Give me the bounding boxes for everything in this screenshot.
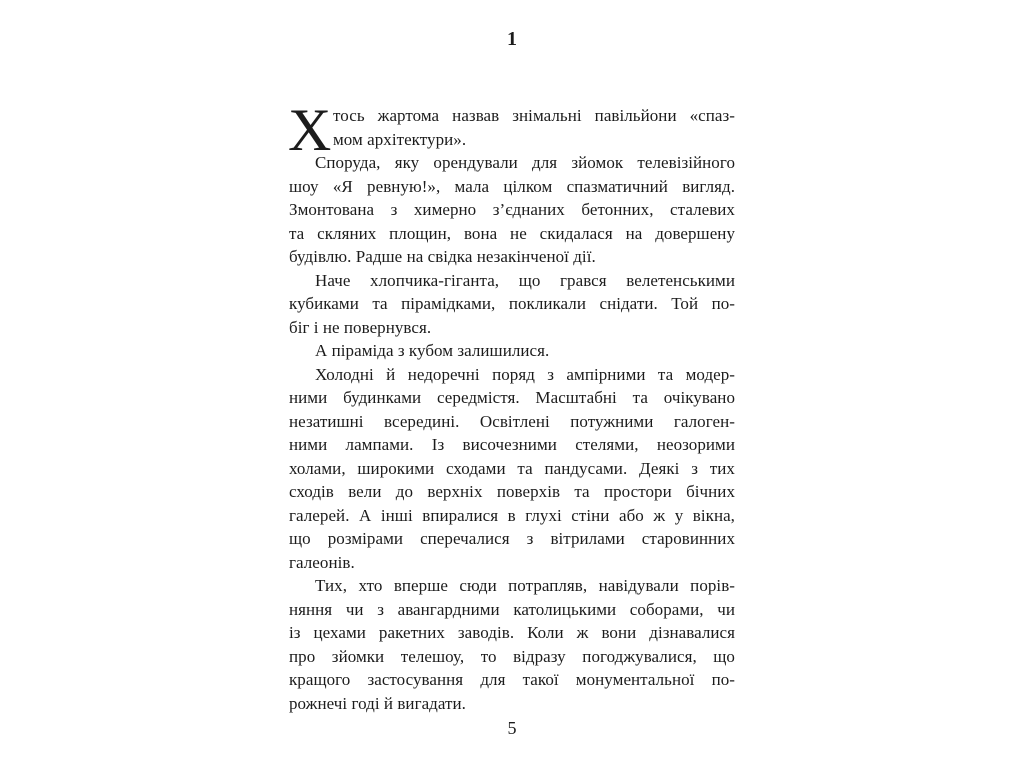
- text-line: Тих, хто вперше сюди потрапляв, навідували порів-: [315, 576, 735, 595]
- text-line: мом архітектури».: [333, 129, 467, 149]
- text-line: незатишні всередині. Освітлені потужними галоген-: [289, 411, 735, 431]
- text-line: Споруда, яку орендували для зйомок телевізійного: [315, 153, 735, 172]
- paragraph: [289, 363, 735, 575]
- drop-cap: Х: [288, 97, 332, 163]
- text-line: Наче хлопчика-гіганта, що грався велетенськими: [315, 270, 735, 290]
- text-line: ними будинками середмістя. Масштабні та очікувано: [289, 388, 735, 407]
- text-line: Холодні й недоречні поряд з ампірними та модер-: [315, 364, 735, 384]
- text-line: та скляних площин, вона не скидалася на довершену: [289, 223, 735, 243]
- text-line: біг і не повернувся.: [289, 317, 432, 337]
- text-line: галерей. А інші впиралися в глухі стіни або ж у вікна,: [289, 505, 735, 525]
- text-line: із цехами ракетних заводів. Коли ж вони дізнавалися: [289, 623, 735, 642]
- text-line: Змонтована з химерно з’єднаних бетонних, сталевих: [289, 200, 735, 219]
- text-line: ними лампами. Із височезними стелями, неозорими: [289, 435, 735, 454]
- text-line: сходів вели до верхніх поверхів та простори бічних: [289, 482, 735, 501]
- chapter-number: 1: [507, 28, 517, 50]
- text-line: що розмірами сперечалися з вітрилами старовинних: [289, 529, 735, 548]
- text-line: кращого застосування для такої монументальної по-: [289, 670, 735, 689]
- text-line: А піраміда з кубом залишилися.: [315, 341, 550, 360]
- paragraph: [289, 339, 735, 363]
- paragraph: [289, 574, 735, 715]
- text-line: няння чи з авангардними католицькими соборами, чи: [289, 599, 735, 619]
- text-line: тось жартома назвав знімальні павільйони «спаз-: [333, 106, 735, 125]
- text-line: кубиками та пірамідками, покликали снідати. Той по-: [289, 294, 735, 313]
- paragraph: [289, 151, 735, 269]
- page-number: 5: [507, 718, 517, 738]
- body-text: [288, 97, 735, 715]
- text-line: галеонів.: [289, 552, 355, 572]
- paragraph: [289, 269, 735, 340]
- text-line: будівлю. Радше на свідка незакінченої дії.: [289, 247, 596, 266]
- text-line: рожнечі годі й вигадати.: [289, 693, 466, 713]
- text-line: шоу «Я ревную!», мала цілком спазматичний вигляд.: [289, 176, 735, 196]
- text-line: про зйомки телешоу, то відразу погоджувалися, що: [289, 646, 735, 666]
- text-line: холами, широкими сходами та пандусами. Деякі з тих: [289, 458, 735, 478]
